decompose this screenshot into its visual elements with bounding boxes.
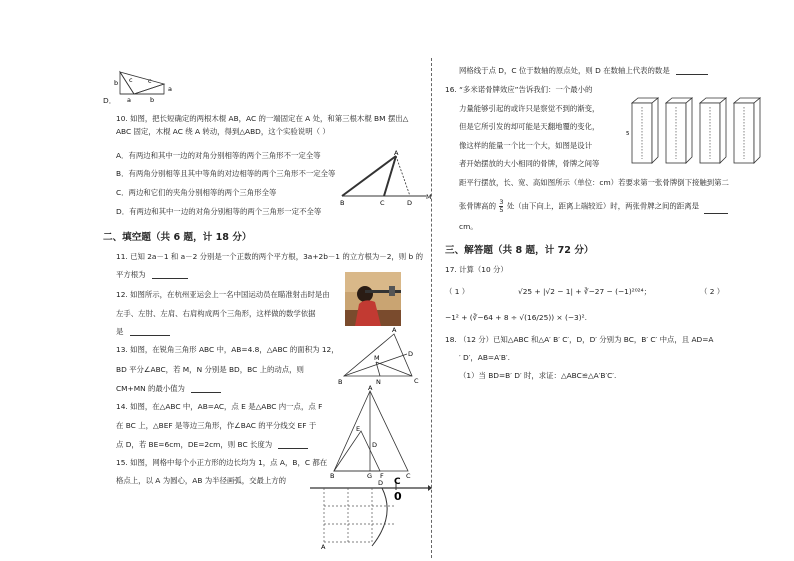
q9-fig-label-c: c bbox=[129, 76, 133, 84]
q13-answer-blank[interactable] bbox=[191, 385, 221, 393]
q18-line3: （1）当 BD=B′ D′ 时，求证：△ABC≌△A′B′C′. bbox=[459, 371, 617, 380]
section2-title: 二、填空题（共 6 题，计 18 分） bbox=[103, 232, 252, 243]
q17-part2-label: （ 2 ） bbox=[700, 287, 725, 296]
q10-option-a: A．有两边和其中一边的对角分别相等的两个三角形不一定全等 bbox=[116, 151, 321, 160]
q16-unit: cm。 bbox=[459, 222, 478, 231]
q15-line2: 格点上，以 A 为圆心，AB 为半径画弧，交最上方的 bbox=[116, 476, 287, 485]
q12-answer-blank[interactable] bbox=[130, 328, 170, 336]
q16-line7-a: 张骨牌高的 bbox=[459, 201, 496, 211]
q13-line2: BD 平分∠ABC，若 M，N 分别是 BD，BC 上的动点，则 bbox=[116, 365, 304, 374]
q16-line4: 像这样的能量一个比一个大，如图是设计 bbox=[459, 141, 593, 150]
q16-fraction-denominator: 5 bbox=[499, 206, 504, 214]
q14-figure bbox=[330, 385, 412, 479]
q10-figure bbox=[340, 150, 432, 210]
q15-line1: 15. 如图，网格中每个小正方形的边长均为 1，点 A，B，C 都在 bbox=[116, 458, 328, 467]
q15-continuation: 网格线于点 D，C 位于数轴的原点处，则 D 在数轴上代表的数是 bbox=[459, 66, 670, 75]
q14-line2: 在 BC 上，△BEF 是等边三角形，作∠BAC 的平分线交 EF 于 bbox=[116, 421, 317, 430]
q18-line1: 18. （12 分）已知△ABC 和△A′ B′ C′，D，D′ 分别为 BC，B′ C′ 中点，且 AD=A bbox=[445, 335, 714, 344]
q13-line1: 13. 如图，在锐角三角形 ABC 中，AB=4.8，△ABC 的面积为 12， bbox=[116, 345, 339, 354]
q9-fig-label-c2: c bbox=[148, 77, 152, 85]
q13-fig-label-c: C bbox=[414, 377, 419, 385]
q14-fig-label-b: B bbox=[330, 472, 335, 480]
q17-title: 17. 计算（10 分） bbox=[445, 265, 508, 274]
q16-fraction bbox=[499, 199, 503, 214]
q12-line1: 12. 如图所示，在杭州亚运会上一名中国运动员在瞄准射击时是由 bbox=[116, 290, 330, 299]
q15-answer-blank[interactable] bbox=[676, 67, 708, 75]
q12-line3: 是 bbox=[116, 327, 124, 336]
q9-fig-label-b2: b bbox=[150, 96, 155, 104]
q16-line7-b: 处（由下向上，距离上端较近）时，两张骨牌之间的距离是 bbox=[506, 201, 699, 211]
q12-athlete-photo bbox=[345, 272, 401, 326]
q13-line3: CM+MN 的最小值为 bbox=[116, 384, 185, 393]
q9-option-d-figure bbox=[112, 64, 182, 106]
q13-fig-label-n: N bbox=[376, 378, 381, 386]
domino-height-label: 5 bbox=[626, 131, 630, 137]
q13-fig-label-b: B bbox=[338, 378, 343, 386]
q13-fig-label-m: M bbox=[374, 354, 380, 362]
q14-fig-label-e: E bbox=[356, 425, 361, 433]
q11-line1: 11. 已知 2a－1 和 a－2 分别是一个正数的两个平方根，3a+2b－1 的立方根为－2，则 b 的 bbox=[116, 252, 423, 261]
q17-part1-expression: √25 + |√2 − 1| + ∛−27 − (−1)²⁰²⁴； bbox=[518, 287, 651, 296]
q10-fig-label-b: B bbox=[340, 199, 345, 207]
q15-fig-label-a: A bbox=[321, 543, 326, 551]
q16-line2: 力量能够引起的或许只是察觉不到的渐变， bbox=[459, 104, 600, 113]
q14-line1: 14. 如图，在△ABC 中，AB=AC，点 E 是△ABC 内一点，点 F bbox=[116, 402, 323, 411]
q14-fig-label-d: D bbox=[372, 441, 378, 449]
q14-fig-label-c: C bbox=[406, 472, 411, 480]
q10-line2: ABC 固定，木棍 AC 绕 A 转动，得到△ABD，这个实验说明（ ） bbox=[116, 127, 330, 136]
q16-answer-blank[interactable] bbox=[704, 206, 728, 214]
q16-line5: 者开始摆放的大小相同的骨牌，骨牌之间等 bbox=[459, 159, 600, 168]
q9-fig-label-a: a bbox=[127, 96, 131, 104]
q16-line3: 但是它所引发的却可能是天翻地覆的变化， bbox=[459, 122, 600, 131]
q15-fig-label-origin: 0 bbox=[394, 490, 402, 503]
q10-fig-label-a: A bbox=[394, 149, 399, 157]
q9-fig-label-a2: a bbox=[168, 85, 172, 93]
q9-option-d: D． bbox=[103, 96, 117, 105]
q14-line3: 点 D，若 BE=6cm，DE=2cm，则 BC 长度为 bbox=[116, 440, 273, 449]
q15-grid-figure bbox=[310, 476, 432, 550]
q18-line2: ′ D′，AB=A′B′. bbox=[459, 353, 510, 362]
q16-line6: 距平行摆放，长、宽、高如图所示（单位：cm）若要求第一张骨牌倒下接触到第二 bbox=[459, 178, 729, 187]
q10-fig-label-d: D bbox=[407, 199, 413, 207]
q12-line2: 左手、左肘、左肩、右肩构成两个三角形，这样做的数学依据 bbox=[116, 309, 316, 318]
q10-fig-label-c: C bbox=[380, 199, 385, 207]
q17-part1-label: （ 1 ） bbox=[445, 287, 470, 296]
domino-figure bbox=[626, 95, 764, 167]
q14-fig-label-f: F bbox=[380, 472, 384, 480]
q16-line1: 16. “多米诺骨牌效应”告诉我们：一个最小的 bbox=[445, 85, 593, 94]
q13-fig-label-a: A bbox=[392, 326, 397, 334]
q15-fig-label-c: C bbox=[394, 477, 401, 487]
q11-line2: 平方根为 bbox=[116, 270, 146, 279]
q11-answer-blank[interactable] bbox=[152, 271, 188, 279]
q17-part2-expression: −1² + (∛−64 + 8 ÷ √(16/25)) × (−3)². bbox=[445, 313, 587, 322]
q13-figure bbox=[338, 326, 422, 390]
q10-option-b: B．有两角分别相等且其中等角的对边相等的两个三角形不一定全等 bbox=[116, 169, 336, 178]
q14-fig-label-g: G bbox=[367, 472, 373, 480]
section3-title: 三、解答题（共 8 题，计 72 分） bbox=[445, 245, 594, 256]
q10-fig-label-m: M bbox=[426, 193, 432, 201]
q14-answer-blank[interactable] bbox=[278, 441, 308, 449]
q13-fig-label-d: D bbox=[408, 350, 414, 358]
q16-fraction-numerator: 3 bbox=[499, 198, 504, 206]
q14-fig-label-a: A bbox=[368, 384, 373, 392]
q10-line1: 10. 如图，把长短确定的两根木棍 AB，AC 的一端固定在 A 处，和第三根木棍 BM 摆出△ bbox=[116, 114, 409, 123]
q10-option-c: C．两边和它们的夹角分别相等的两个三角形全等 bbox=[116, 188, 277, 197]
q10-option-d: D．有两边和其中一边的对角分别相等的两个三角形一定不全等 bbox=[116, 207, 322, 216]
q9-fig-label-b: b bbox=[114, 79, 119, 87]
q15-fig-label-d: D bbox=[378, 479, 384, 487]
